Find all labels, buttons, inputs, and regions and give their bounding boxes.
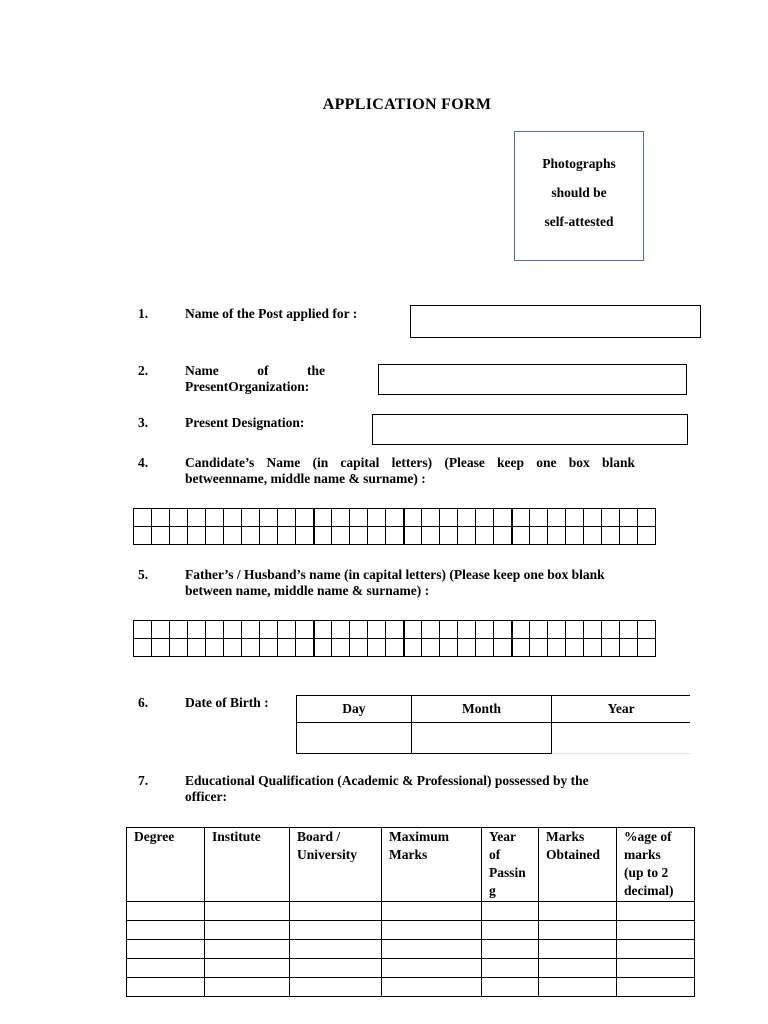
candidate-name-char-box[interactable] <box>242 509 260 527</box>
edu-cell-input[interactable] <box>482 921 539 940</box>
edu-cell-input[interactable] <box>382 921 482 940</box>
father-husband-name-char-box[interactable] <box>332 621 350 639</box>
candidate-name-char-box[interactable] <box>584 509 602 527</box>
father-husband-name-char-box[interactable] <box>494 621 512 639</box>
father-husband-name-char-box[interactable] <box>440 621 458 639</box>
candidate-name-char-box[interactable] <box>422 509 440 527</box>
candidate-name-char-box[interactable] <box>152 509 170 527</box>
edu-cell-input[interactable] <box>482 902 539 921</box>
table-row <box>127 978 695 997</box>
edu-cell-input[interactable] <box>127 902 205 921</box>
candidate-name-char-box[interactable] <box>152 527 170 545</box>
edu-cell-input[interactable] <box>205 921 290 940</box>
father-husband-name-char-box[interactable] <box>368 621 386 639</box>
candidate-name-char-box[interactable] <box>332 527 350 545</box>
father-husband-name-char-box[interactable] <box>620 621 638 639</box>
edu-cell-input[interactable] <box>127 940 205 959</box>
candidate-name-char-box[interactable] <box>476 509 494 527</box>
candidate-name-char-box[interactable] <box>530 527 548 545</box>
candidate-name-char-box[interactable] <box>512 509 530 527</box>
edu-header-year-of-passing <box>482 828 539 902</box>
edu-header-line: University <box>297 847 357 862</box>
edu-cell-input[interactable] <box>127 959 205 978</box>
candidate-name-char-box[interactable] <box>170 509 188 527</box>
present-designation-input[interactable] <box>372 414 688 445</box>
edu-cell-input[interactable] <box>205 940 290 959</box>
father-husband-name-char-box[interactable] <box>224 621 242 639</box>
father-husband-name-char-box[interactable] <box>224 639 242 657</box>
educational-qualification-label <box>185 773 655 805</box>
edu-cell-input[interactable] <box>382 940 482 959</box>
candidate-name-char-box[interactable] <box>638 527 656 545</box>
candidate-name-char-box[interactable] <box>422 527 440 545</box>
item-number: 7. <box>138 773 149 788</box>
candidate-name-char-box[interactable] <box>260 527 278 545</box>
edu-header-degree <box>127 828 205 902</box>
edu-header-line: Obtained <box>546 847 601 862</box>
edu-cell-input[interactable] <box>482 978 539 997</box>
edu-cell-input[interactable] <box>617 921 695 940</box>
edu-cell-input[interactable] <box>617 940 695 959</box>
father-husband-name-char-box[interactable] <box>242 621 260 639</box>
father-husband-name-char-box[interactable] <box>566 621 584 639</box>
father-husband-name-char-box[interactable] <box>422 621 440 639</box>
father-husband-name-char-box[interactable] <box>530 639 548 657</box>
father-husband-name-char-box[interactable] <box>494 639 512 657</box>
candidate-name-char-box[interactable] <box>620 509 638 527</box>
father-husband-name-char-box[interactable] <box>602 621 620 639</box>
edu-header-line: %age of <box>624 829 672 844</box>
father-husband-name-char-box[interactable] <box>566 639 584 657</box>
father-husband-name-char-box[interactable] <box>584 621 602 639</box>
edu-cell-input[interactable] <box>382 959 482 978</box>
edu-header-line: Marks <box>546 829 585 844</box>
father-husband-name-char-box[interactable] <box>332 639 350 657</box>
edu-cell-input[interactable] <box>617 959 695 978</box>
father-husband-name-char-box[interactable] <box>242 639 260 657</box>
candidate-name-char-box[interactable] <box>206 527 224 545</box>
candidate-name-char-box[interactable] <box>278 527 296 545</box>
edu-header-line: Passin <box>489 865 526 880</box>
label-line: officer: <box>185 789 227 804</box>
candidate-name-char-box[interactable] <box>638 509 656 527</box>
edu-cell-input[interactable] <box>290 902 382 921</box>
edu-cell-input[interactable] <box>539 959 617 978</box>
edu-cell-input[interactable] <box>617 902 695 921</box>
photo-note-line: Photographs <box>542 156 616 171</box>
candidate-name-char-box[interactable] <box>548 509 566 527</box>
father-husband-name-char-box[interactable] <box>350 621 368 639</box>
candidate-name-char-box[interactable] <box>368 509 386 527</box>
candidate-name-char-box[interactable] <box>512 527 530 545</box>
father-husband-name-char-box[interactable] <box>458 621 476 639</box>
candidate-name-char-box[interactable] <box>314 527 332 545</box>
edu-header-line: g <box>489 883 496 898</box>
candidate-name-char-box[interactable] <box>224 509 242 527</box>
candidate-name-char-box[interactable] <box>602 527 620 545</box>
candidate-name-char-box[interactable] <box>332 509 350 527</box>
father-husband-name-char-box[interactable] <box>548 621 566 639</box>
father-husband-name-label <box>185 567 670 599</box>
candidate-name-char-box[interactable] <box>134 527 152 545</box>
item-number: 2. <box>138 363 149 378</box>
father-husband-name-char-box[interactable] <box>260 639 278 657</box>
candidate-name-char-box[interactable] <box>350 527 368 545</box>
father-husband-name-char-box[interactable] <box>314 621 332 639</box>
father-husband-name-char-box[interactable] <box>512 621 530 639</box>
edu-header-maximum-marks <box>382 828 482 902</box>
father-husband-name-char-box[interactable] <box>386 639 404 657</box>
candidate-name-char-box[interactable] <box>404 527 422 545</box>
father-husband-name-char-box[interactable] <box>188 621 206 639</box>
edu-header-line: decimal) <box>624 883 674 898</box>
father-husband-name-char-box[interactable] <box>620 639 638 657</box>
photo-note-line: should be <box>551 185 607 200</box>
label-line: Candidate’s Name (in capital letters) (Please keep one box blank <box>185 455 635 470</box>
candidate-name-char-box[interactable] <box>350 509 368 527</box>
father-husband-name-char-box[interactable] <box>368 639 386 657</box>
candidate-name-char-box[interactable] <box>530 509 548 527</box>
candidate-name-char-box[interactable] <box>584 527 602 545</box>
father-husband-name-char-box[interactable] <box>404 639 422 657</box>
father-husband-name-char-box[interactable] <box>458 639 476 657</box>
edu-cell-input[interactable] <box>205 978 290 997</box>
candidate-name-char-box[interactable] <box>458 527 476 545</box>
father-husband-name-char-box[interactable] <box>296 639 314 657</box>
candidate-name-char-box[interactable] <box>494 527 512 545</box>
candidate-name-char-box[interactable] <box>206 509 224 527</box>
edu-cell-input[interactable] <box>539 978 617 997</box>
edu-header-line: Board / <box>297 829 341 844</box>
item-number: 1. <box>138 306 149 321</box>
father-husband-name-char-box[interactable] <box>638 639 656 657</box>
candidate-name-char-box[interactable] <box>224 527 242 545</box>
father-husband-name-char-box[interactable] <box>188 639 206 657</box>
item-number: 6. <box>138 695 149 710</box>
edu-cell-input[interactable] <box>290 959 382 978</box>
father-husband-name-char-box[interactable] <box>206 621 224 639</box>
father-husband-name-char-box[interactable] <box>314 639 332 657</box>
edu-header-line: Maximum <box>389 829 449 844</box>
father-husband-name-char-box[interactable] <box>260 621 278 639</box>
item-number: 5. <box>138 567 149 582</box>
candidate-name-char-box[interactable] <box>296 527 314 545</box>
candidate-name-char-box[interactable] <box>602 509 620 527</box>
present-organization-input[interactable] <box>378 364 687 395</box>
candidate-name-char-box[interactable] <box>386 527 404 545</box>
table-row <box>127 940 695 959</box>
father-husband-name-char-box[interactable] <box>422 639 440 657</box>
label-line: Educational Qualification (Academic & Professional) possessed by the <box>185 773 589 788</box>
father-husband-name-char-box[interactable] <box>170 639 188 657</box>
father-husband-name-char-box[interactable] <box>134 639 152 657</box>
dob-month-input[interactable] <box>411 723 552 754</box>
candidate-name-char-box[interactable] <box>368 527 386 545</box>
father-husband-name-char-box[interactable] <box>530 621 548 639</box>
candidate-name-char-box[interactable] <box>458 509 476 527</box>
candidate-name-char-box[interactable] <box>170 527 188 545</box>
father-husband-name-char-box[interactable] <box>638 621 656 639</box>
father-husband-name-char-box[interactable] <box>602 639 620 657</box>
father-husband-name-char-box[interactable] <box>278 621 296 639</box>
present-designation-label: Present Designation: <box>185 415 305 430</box>
table-row <box>127 959 695 978</box>
table-row <box>127 902 695 921</box>
label-line: PresentOrganization: <box>185 379 310 394</box>
candidate-name-char-box[interactable] <box>242 527 260 545</box>
father-husband-name-char-box[interactable] <box>476 639 494 657</box>
father-husband-name-char-box[interactable] <box>548 639 566 657</box>
edu-header-board-university <box>290 828 382 902</box>
candidate-name-char-box[interactable] <box>620 527 638 545</box>
candidate-name-char-box[interactable] <box>188 509 206 527</box>
edu-header-line: Institute <box>212 829 261 844</box>
candidate-name-char-box[interactable] <box>188 527 206 545</box>
label-line: betweenname, middle name & surname) : <box>185 471 426 486</box>
photo-note-line: self-attested <box>544 214 614 229</box>
edu-header-marks-obtained <box>539 828 617 902</box>
post-applied-label: Name of the Post applied for : <box>185 306 358 321</box>
edu-header-line: (up to 2 <box>624 865 669 880</box>
father-husband-name-char-box[interactable] <box>440 639 458 657</box>
candidate-name-char-box[interactable] <box>278 509 296 527</box>
father-husband-name-char-box[interactable] <box>404 621 422 639</box>
education-table <box>126 827 695 997</box>
candidate-name-label <box>185 455 635 487</box>
table-row <box>127 921 695 940</box>
candidate-name-box-grid <box>133 508 656 545</box>
edu-cell-input[interactable] <box>205 902 290 921</box>
candidate-name-char-box[interactable] <box>476 527 494 545</box>
candidate-name-char-box[interactable] <box>404 509 422 527</box>
candidate-name-char-box[interactable] <box>314 509 332 527</box>
edu-header-line: Marks <box>389 847 428 862</box>
candidate-name-char-box[interactable] <box>260 509 278 527</box>
edu-header-line: of <box>489 847 501 862</box>
candidate-name-char-box[interactable] <box>296 509 314 527</box>
dob-day-input[interactable] <box>297 723 412 754</box>
edu-header-line: marks <box>624 847 661 862</box>
edu-cell-input[interactable] <box>482 940 539 959</box>
father-husband-name-box-grid <box>133 620 656 657</box>
father-husband-name-char-box[interactable] <box>278 639 296 657</box>
edu-cell-input[interactable] <box>539 902 617 921</box>
date-of-birth-label: Date of Birth : <box>185 695 269 710</box>
candidate-name-char-box[interactable] <box>548 527 566 545</box>
father-husband-name-char-box[interactable] <box>584 639 602 657</box>
father-husband-name-char-box[interactable] <box>296 621 314 639</box>
edu-header-institute <box>205 828 290 902</box>
dob-month-header: Month <box>411 696 552 723</box>
edu-cell-input[interactable] <box>482 959 539 978</box>
father-husband-name-char-box[interactable] <box>134 621 152 639</box>
photo-box <box>514 131 644 261</box>
candidate-name-char-box[interactable] <box>134 509 152 527</box>
dob-year-header: Year <box>552 696 690 723</box>
label-line: between name, middle name & surname) : <box>185 583 430 598</box>
edu-cell-input[interactable] <box>539 940 617 959</box>
candidate-name-char-box[interactable] <box>566 509 584 527</box>
edu-cell-input[interactable] <box>382 978 482 997</box>
present-organization-label <box>185 363 325 395</box>
edu-header-line: Year <box>489 829 516 844</box>
candidate-name-char-box[interactable] <box>566 527 584 545</box>
edu-header-line: Degree <box>134 829 175 844</box>
item-number: 4. <box>138 455 149 470</box>
edu-cell-input[interactable] <box>539 921 617 940</box>
candidate-name-char-box[interactable] <box>386 509 404 527</box>
edu-cell-input[interactable] <box>205 959 290 978</box>
edu-cell-input[interactable] <box>290 921 382 940</box>
dob-year-input[interactable] <box>552 723 690 754</box>
father-husband-name-char-box[interactable] <box>350 639 368 657</box>
father-husband-name-char-box[interactable] <box>386 621 404 639</box>
father-husband-name-char-box[interactable] <box>206 639 224 657</box>
father-husband-name-char-box[interactable] <box>170 621 188 639</box>
item-number: 3. <box>138 415 149 430</box>
page-title: APPLICATION FORM <box>322 96 492 113</box>
edu-cell-input[interactable] <box>290 940 382 959</box>
edu-cell-input[interactable] <box>127 978 205 997</box>
father-husband-name-char-box[interactable] <box>152 621 170 639</box>
date-of-birth-table <box>296 695 690 754</box>
father-husband-name-char-box[interactable] <box>512 639 530 657</box>
candidate-name-char-box[interactable] <box>494 509 512 527</box>
edu-cell-input[interactable] <box>290 978 382 997</box>
label-line: Father’s / Husband’s name (in capital letters) (Please keep one box blank <box>185 567 605 582</box>
father-husband-name-char-box[interactable] <box>152 639 170 657</box>
candidate-name-char-box[interactable] <box>440 527 458 545</box>
edu-header-percentage-marks <box>617 828 695 902</box>
edu-cell-input[interactable] <box>617 978 695 997</box>
father-husband-name-char-box[interactable] <box>476 621 494 639</box>
label-line: Name of the <box>185 363 325 378</box>
dob-day-header: Day <box>297 696 412 723</box>
post-applied-input[interactable] <box>410 305 701 338</box>
candidate-name-char-box[interactable] <box>440 509 458 527</box>
edu-cell-input[interactable] <box>127 921 205 940</box>
edu-cell-input[interactable] <box>382 902 482 921</box>
